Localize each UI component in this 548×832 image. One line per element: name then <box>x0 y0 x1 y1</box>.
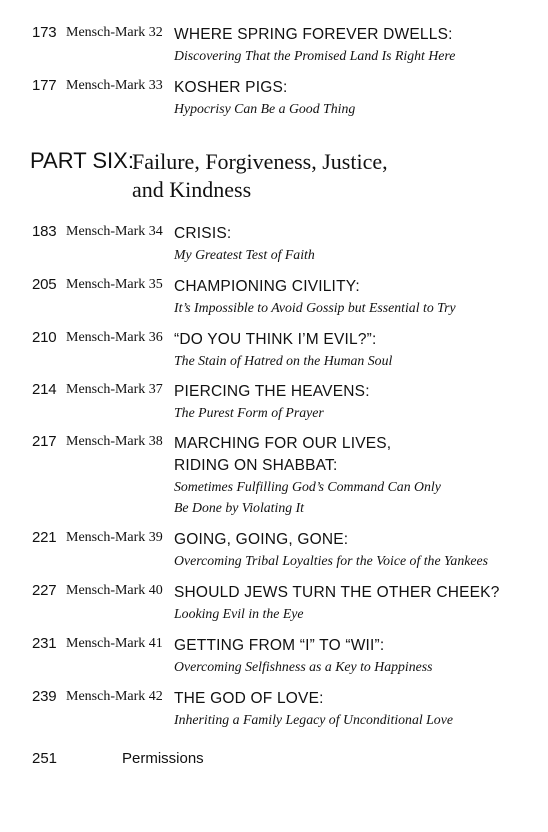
entry-subtitle-line: Inheriting a Family Legacy of Unconditional Love <box>174 712 453 727</box>
entry-subtitle-line: Discovering That the Promised Land Is Right Here <box>174 48 456 63</box>
entry-page-number: 173 <box>32 24 57 41</box>
entry-mensch-mark: Mensch-Mark 39 <box>66 530 163 545</box>
entry-title-line: WHERE SPRING FOREVER DWELLS: <box>174 26 453 43</box>
entry-mensch-mark: Mensch-Mark 41 <box>66 636 163 651</box>
entry-title <box>174 381 370 403</box>
entry-mensch-mark: Mensch-Mark 32 <box>66 25 163 40</box>
entry-page-number: 231 <box>32 635 57 652</box>
entry-page-number: 183 <box>32 223 57 240</box>
entry-subtitle-line: Hypocrisy Can Be a Good Thing <box>174 101 356 116</box>
entry-subtitle-line: The Purest Form of Prayer <box>174 405 324 420</box>
entry-title <box>174 529 348 551</box>
entry-subtitle <box>174 98 355 119</box>
part-title-line: and Kindness <box>132 177 252 202</box>
entry-subtitle-line: Sometimes Fulfilling God’s Command Can Only <box>174 479 441 494</box>
entry-title <box>174 223 231 245</box>
entry-title <box>174 688 324 710</box>
entry-title-line: SHOULD JEWS TURN THE OTHER CHEEK? <box>174 584 500 601</box>
entry-mensch-mark: Mensch-Mark 33 <box>66 78 163 93</box>
entry-subtitle-line: Overcoming Selfishness as a Key to Happiness <box>174 659 433 674</box>
entry-title-line: GETTING FROM “I” TO “WII”: <box>174 637 385 654</box>
entry-subtitle <box>174 297 456 318</box>
entry-title <box>174 433 391 477</box>
entry-title-line: PIERCING THE HEAVENS: <box>174 383 370 400</box>
entry-mensch-mark: Mensch-Mark 36 <box>66 330 163 345</box>
entry-subtitle-line: Looking Evil in the Eye <box>174 606 304 621</box>
entry-subtitle <box>174 244 315 265</box>
entry-subtitle <box>174 603 304 624</box>
entry-mensch-mark: Mensch-Mark 38 <box>66 434 163 449</box>
entry-mensch-mark: Mensch-Mark 34 <box>66 224 163 239</box>
entry-subtitle <box>174 550 488 571</box>
entry-title-line: CHAMPIONING CIVILITY: <box>174 278 360 295</box>
entry-title-line: MARCHING FOR OUR LIVES, <box>174 435 392 452</box>
entry-subtitle-line: My Greatest Test of Faith <box>174 247 315 262</box>
entry-mensch-mark: Mensch-Mark 37 <box>66 382 163 397</box>
entry-subtitle-line: The Stain of Hatred on the Human Soul <box>174 353 393 368</box>
entry-title-line: THE GOD OF LOVE: <box>174 690 324 707</box>
entry-page-number: 177 <box>32 77 57 94</box>
entry-subtitle <box>174 709 453 730</box>
entry-title <box>174 329 377 351</box>
entry-mensch-mark: Mensch-Mark 40 <box>66 583 163 598</box>
entry-title <box>174 24 453 46</box>
entry-subtitle <box>174 402 324 423</box>
entry-title <box>174 77 288 99</box>
part-title-line: Failure, Forgiveness, Justice, <box>132 149 388 174</box>
entry-subtitle <box>174 350 392 371</box>
entry-title-line: GOING, GOING, GONE: <box>174 531 349 548</box>
entry-title <box>174 276 360 298</box>
part-label: PART SIX: <box>30 148 134 173</box>
entry-subtitle <box>174 476 441 518</box>
entry-subtitle <box>174 45 455 66</box>
entry-page-number: 239 <box>32 688 57 705</box>
entry-subtitle-line: Be Done by Violating It <box>174 500 305 515</box>
permissions-label: Permissions <box>122 750 204 767</box>
entry-title <box>174 582 500 604</box>
entry-subtitle-line: Overcoming Tribal Loyalties for the Voice of the Yankees <box>174 553 488 568</box>
part-title <box>132 148 388 204</box>
entry-page-number: 210 <box>32 329 57 346</box>
entry-subtitle <box>174 656 433 677</box>
entry-title-line: “DO YOU THINK I’M EVIL?”: <box>174 331 377 348</box>
entry-page-number: 217 <box>32 433 57 450</box>
entry-subtitle-line: It’s Impossible to Avoid Gossip but Essential to Try <box>174 300 456 315</box>
entry-mensch-mark: Mensch-Mark 42 <box>66 689 163 704</box>
entry-title-line: KOSHER PIGS: <box>174 79 288 96</box>
entry-page-number: 227 <box>32 582 57 599</box>
entry-page-number: 205 <box>32 276 57 293</box>
entry-title-line: RIDING ON SHABBAT: <box>174 457 338 474</box>
permissions-page-number: 251 <box>32 750 58 767</box>
entry-mensch-mark: Mensch-Mark 35 <box>66 277 163 292</box>
entry-title <box>174 635 384 657</box>
entry-page-number: 214 <box>32 381 57 398</box>
entry-title-line: CRISIS: <box>174 225 232 242</box>
entry-page-number: 221 <box>32 529 57 546</box>
